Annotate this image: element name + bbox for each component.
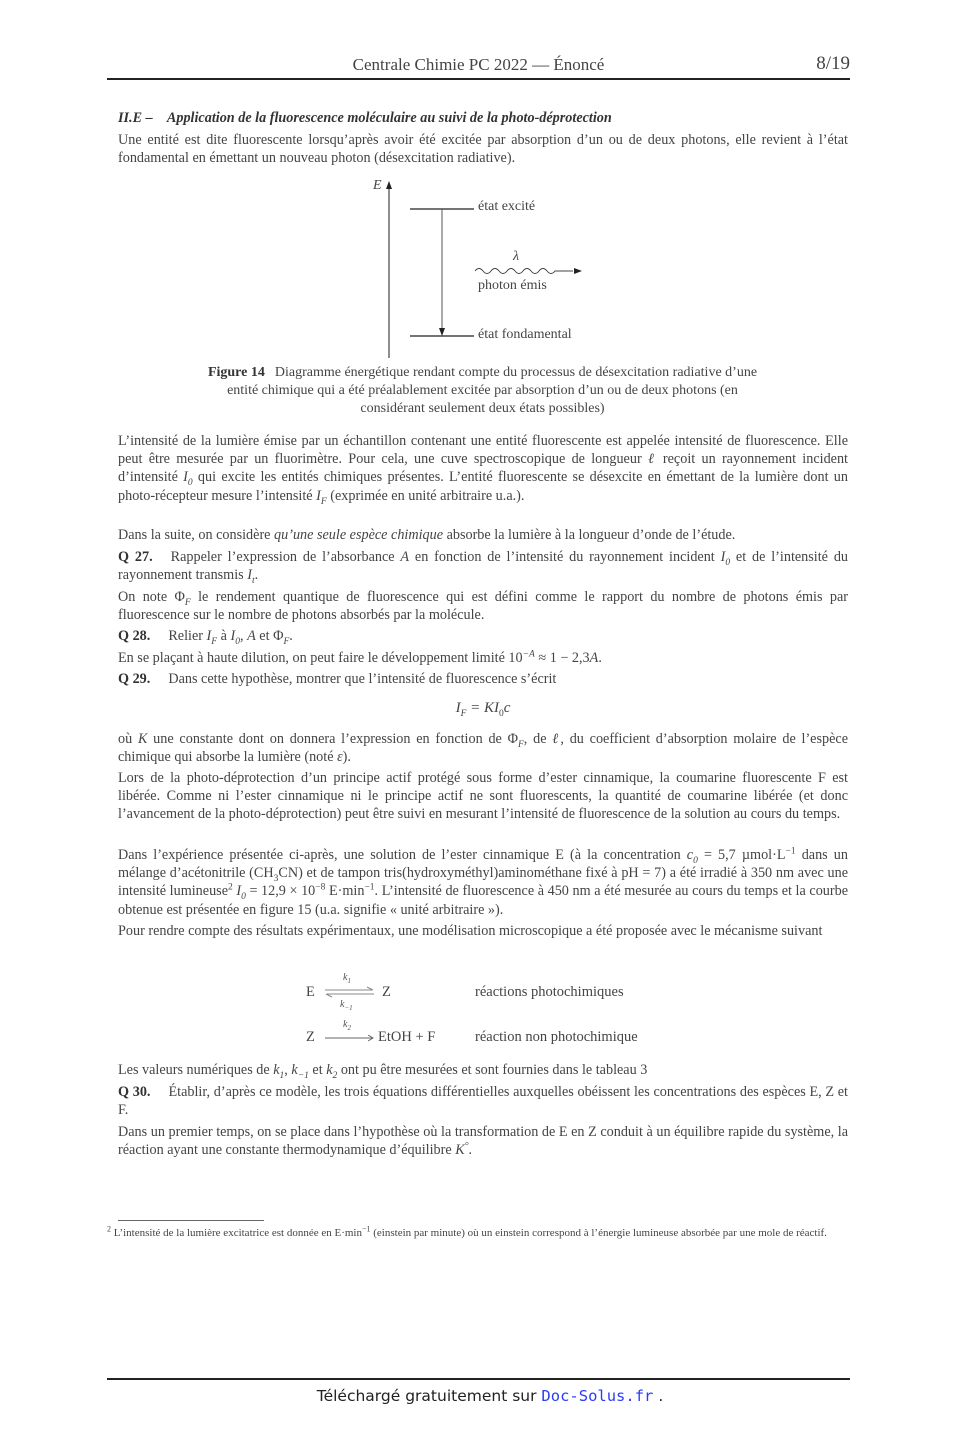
text: qui excite les entités chimiques présentes. L’entité fluorescente se désexcite en émettant de la lumière dont un photo-récepteur mesure l’intensité bbox=[118, 469, 848, 504]
text: et bbox=[308, 1062, 327, 1078]
text: L’intensité de la lumière excitatrice est donnée en E·min bbox=[113, 1227, 362, 1239]
math-I0: $I_0$ bbox=[720, 549, 731, 568]
figure-14-caption bbox=[200, 364, 765, 419]
text: dans un mélange d’acétonitrile (CH bbox=[118, 847, 848, 882]
rate-constant-k2: $k_2$ bbox=[343, 1019, 351, 1032]
math-PhiF: $\Phi_F$ bbox=[174, 589, 191, 608]
text: Rappeler l’expression de l’absorbance bbox=[170, 549, 401, 565]
rate-constant-k-1: $k_{-1}$ bbox=[340, 999, 353, 1012]
paragraph-high-dilution: En se plaçant à haute dilution, on peut faire le développement limité $10^{-A} \approx 1 - 2,3A$. bbox=[118, 649, 602, 666]
rate-constant-k1: $k_1$ bbox=[343, 972, 351, 985]
footnote-rule bbox=[118, 1220, 264, 1221]
footnote-ref[interactable]: 2 bbox=[228, 882, 233, 893]
paragraph-rate-values: Les valeurs numériques de $k_1$, $k_{-1}$ et $k_2$ ont pu être mesurées et sont fournies dans le tableau 3 bbox=[118, 1062, 648, 1081]
math-ell: ℓ bbox=[647, 451, 657, 468]
equation-IF bbox=[118, 700, 848, 717]
page-number: 8/19 bbox=[816, 53, 850, 74]
math-K: K bbox=[137, 731, 148, 747]
footnote: $^2$ L’intensité de la lumière excitatrice est donnée en $E\cdot\min^{-1}$ (einstein par minute) où un einstein correspond à l’énergie lumineuse absorbée par une mole de réactif. bbox=[107, 1224, 827, 1239]
footer bbox=[0, 1387, 980, 1405]
text: CN) et de tampon tris(hydroxyméthyl)aminométhane fixé à pH = 7) a été irradié à 350 nm avec une intensité lumineuse bbox=[118, 865, 848, 900]
paragraph-mechanism-intro: Pour rendre compte des résultats expérimentaux, une modélisation microscopique a été proposée avec le mécanisme suivant bbox=[118, 923, 823, 939]
question-label: Q 30. bbox=[118, 1084, 151, 1100]
math-c0: $c_0$ bbox=[686, 847, 698, 866]
text: = 5,7 µmol·L bbox=[697, 847, 786, 863]
question-label: Q 28. bbox=[118, 628, 151, 644]
text: ont pu être mesurées et sont fournies dans le tableau 3 bbox=[337, 1062, 648, 1078]
text: L’intensité de la lumière émise par un échantillon contenant une entité fluorescente est appelée intensité de fluorescence. Elle peut être mesurée par un fluorimètre. Pour cela, une cuve spectroscopique de longueur bbox=[118, 433, 848, 468]
text: Établir, d’après ce modèle, les trois équations différentielles auxquelles obéissent les concentrations des espèces E, Z et F. bbox=[118, 1084, 848, 1119]
paragraph-fluorescence-intensity bbox=[118, 432, 848, 505]
mechanism-2-left: Z bbox=[306, 1029, 315, 1045]
eq-rhs: = KI bbox=[466, 700, 499, 716]
math-exponent: −A bbox=[522, 649, 535, 660]
math-IF: $I_F$ bbox=[206, 628, 218, 647]
doc-solus-link[interactable]: Doc-Solus.fr bbox=[541, 1387, 654, 1405]
intro-paragraph: Une entité est dite fluorescente lorsqu’après avoir été excitée par absorption d’un ou de deux photons, elle revient à l’état fondamental en émettant un nouveau photon (désexcitation radiative). bbox=[118, 132, 848, 167]
text: à bbox=[217, 628, 231, 644]
question-29 bbox=[118, 670, 848, 688]
header-title: Centrale Chimie PC 2022 — Énoncé bbox=[352, 55, 605, 74]
mechanism-1-label: réactions photochimiques bbox=[475, 984, 624, 1000]
transition-arrowhead-icon bbox=[439, 328, 445, 336]
text: une constante dont on donnera l’expression en fonction de bbox=[147, 731, 508, 747]
figure-14-label: Figure 14 bbox=[207, 365, 265, 380]
math-PhiF: $\Phi_F$ bbox=[273, 628, 290, 647]
text: en fonction de l’intensité du rayonnement incident bbox=[409, 549, 721, 565]
mechanism-1-left: E bbox=[306, 984, 315, 1000]
excited-state-label: état excité bbox=[478, 199, 536, 214]
mechanism-2-right: EtOH + F bbox=[378, 1029, 436, 1045]
math-ell: ℓ bbox=[552, 731, 561, 747]
section-heading bbox=[118, 109, 848, 127]
energy-axis-arrowhead-icon bbox=[386, 181, 392, 189]
question-label: Q 27. bbox=[118, 549, 153, 565]
emphasis: qu’une seule espèce chimique bbox=[274, 527, 444, 543]
text: On note bbox=[118, 589, 175, 605]
footnote-mark: 2 bbox=[107, 1224, 111, 1234]
text: Dans la suite, on considère bbox=[118, 527, 275, 543]
text: Relier bbox=[168, 628, 207, 644]
text: et de l’intensité du rayonnement transmis bbox=[118, 549, 849, 584]
text: . L’intensité de fluorescence à 450 nm a été mesurée au cours du temps et la courbe obtenue est présentée en figure 15 (u.a. signifie « unité arbitraire »). bbox=[118, 883, 849, 918]
text: E·min bbox=[325, 883, 365, 900]
paragraph-constant-K bbox=[118, 730, 848, 766]
photon-emitted-label: photon émis bbox=[478, 278, 547, 293]
math-I0: $I_0$ bbox=[236, 883, 246, 903]
text: ). bbox=[342, 749, 351, 766]
math-A: A bbox=[589, 650, 599, 666]
wavelength-symbol: λ bbox=[513, 249, 520, 264]
section-number: II.E – bbox=[118, 110, 153, 126]
section-title: Application de la fluorescence moléculaire au suivi de la photo-déprotection bbox=[166, 110, 612, 126]
eq-lhs-sub: F bbox=[460, 709, 467, 719]
footer-end: . bbox=[653, 1387, 664, 1405]
math-It: $I_t$ bbox=[247, 567, 255, 587]
mechanism-1-right: Z bbox=[382, 984, 391, 1000]
math-I0: $I_0$ bbox=[230, 628, 240, 647]
math-A: A bbox=[400, 549, 410, 565]
text: Dans l’expérience présentée ci-après, une solution de l’ester cinnamique E (à la concentration bbox=[118, 847, 687, 863]
text: le rendement quantique de fluorescence qui est défini comme le rapport du nombre de photons émis par fluorescence sur le nombre de photons absorbés par la molécule. bbox=[118, 589, 848, 624]
text: absorbe la lumière à la longueur d’onde de l’étude. bbox=[443, 527, 736, 543]
question-30 bbox=[118, 1083, 848, 1119]
text: En se plaçant à haute dilution, on peut faire le développement limité bbox=[118, 650, 509, 666]
text: (einstein par minute) où un einstein correspond à l’énergie lumineuse absorbée par une mole de réactif. bbox=[370, 1227, 827, 1239]
energy-axis-label: E bbox=[373, 178, 382, 193]
math-power-base: 10 bbox=[508, 650, 523, 666]
text: Dans cette hypothèse, montrer que l’intensité de fluorescence s’écrit bbox=[168, 671, 557, 687]
question-28: Q 28. Relier $I_F$ à $I_0$, A et $\Phi_F$. bbox=[118, 628, 293, 647]
ground-state-label: état fondamental bbox=[478, 327, 572, 342]
text: , du coefficient d’absorption molaire de l’espèce chimique qui absorbe la lumière (noté bbox=[118, 731, 848, 766]
math-K-standard: K° bbox=[455, 1141, 469, 1159]
paragraph-rapid-equilibrium: Dans un premier temps, on se place dans l’hypothèse où la transformation de E en Z conduit à un équilibre rapide du système, la réaction ayant une constante thermodynamique d’équilibre K°. bbox=[118, 1124, 848, 1159]
eq-rhs-sub: 0 bbox=[499, 709, 504, 719]
text: Dans un premier temps, on se place dans l’hypothèse où la transformation de E en Z conduit à un équilibre rapide du système, la réaction ayant une constante thermodynamique d’équilibre bbox=[118, 1124, 848, 1159]
question-label: Q 29. bbox=[118, 671, 151, 687]
text: reçoit un rayonnement incident d’intensité bbox=[118, 451, 848, 486]
eq-lhs: I bbox=[455, 700, 461, 716]
math-epsilon: ε bbox=[337, 749, 343, 766]
figure-14-caption-text: Diagramme énergétique rendant compte du processus de désexcitation radiative d’une entité chimique qui a été préalablement excitée par absorption d’un ou de deux photons (en considérant seulement deux états possibles) bbox=[227, 365, 758, 417]
text: ≈ 1 − 2,3 bbox=[534, 650, 590, 666]
mechanism-2-label: réaction non photochimique bbox=[475, 1029, 638, 1045]
equilibrium-arrows-icon bbox=[324, 986, 376, 1000]
question-27: Q 27. Rappeler l’expression de l’absorbance A en fonction de l’intensité du rayonnement incident $I_0$ et de l’intensité du rayonnement transmis $I_t$. bbox=[118, 549, 849, 587]
paragraph-photo-deprotection: Lors de la photo-déprotection d’un principe actif protégé sous forme d’ester cinnamique, la coumarine fluorescente F est libérée. Comme ni l’ester cinnamique ni le principe actif ne sont fluorescents, la quantité de coumarine libérée (et donc l’avancement de la photo-déprotection) peut être suivi en mesurant l’intensité de fluorescence de la solution au cours du temps. bbox=[118, 770, 848, 823]
text: , de bbox=[523, 731, 553, 747]
page-header bbox=[107, 52, 850, 80]
paragraph-single-species bbox=[118, 526, 848, 544]
photon-arrowhead-icon bbox=[574, 268, 582, 274]
text: = 12,9 × 10 bbox=[245, 883, 316, 900]
text: où bbox=[118, 731, 138, 747]
math-I0: $I_0$ bbox=[183, 469, 193, 489]
forward-arrow-icon bbox=[324, 1033, 376, 1043]
text: et bbox=[255, 628, 274, 644]
math-PhiF: $\Phi_F$ bbox=[507, 731, 524, 750]
footer-text: Téléchargé gratuitement sur bbox=[316, 1387, 542, 1405]
photon-wave-icon bbox=[475, 269, 573, 274]
paragraph-experiment: Dans l’expérience présentée ci-après, une solution de l’ester cinnamique E (à la concentration $c_0 = 5,7$ $\mu mol\cdot L^{-1}$ dans un mélange d’acétonitrile $(CH_3CN)$ et de tampon tris(hydroxyméthyl)aminométhane fixé à pH = 7) a été irradié à 350 nm avec une intensité lumineuse$^2$ $I_0 = 12,9 \times 10^{-8}$ $E\cdot\min^{-1}$. L’intensité de fluorescence à 450 nm a été mesurée au cours du temps et la courbe obtenue est présentée en figure 15 (u.a. signifie « unité arbitraire »). bbox=[118, 846, 849, 918]
eq-rhs-end: c bbox=[503, 700, 511, 716]
math-A: A bbox=[247, 628, 256, 644]
text: Les valeurs numériques de bbox=[118, 1062, 274, 1078]
paragraph-quantum-yield bbox=[118, 588, 848, 624]
footer-rule bbox=[107, 1378, 850, 1380]
math-IF: $I_F$ bbox=[316, 487, 327, 507]
text: (exprimée en unité arbitraire u.a.). bbox=[326, 487, 525, 504]
